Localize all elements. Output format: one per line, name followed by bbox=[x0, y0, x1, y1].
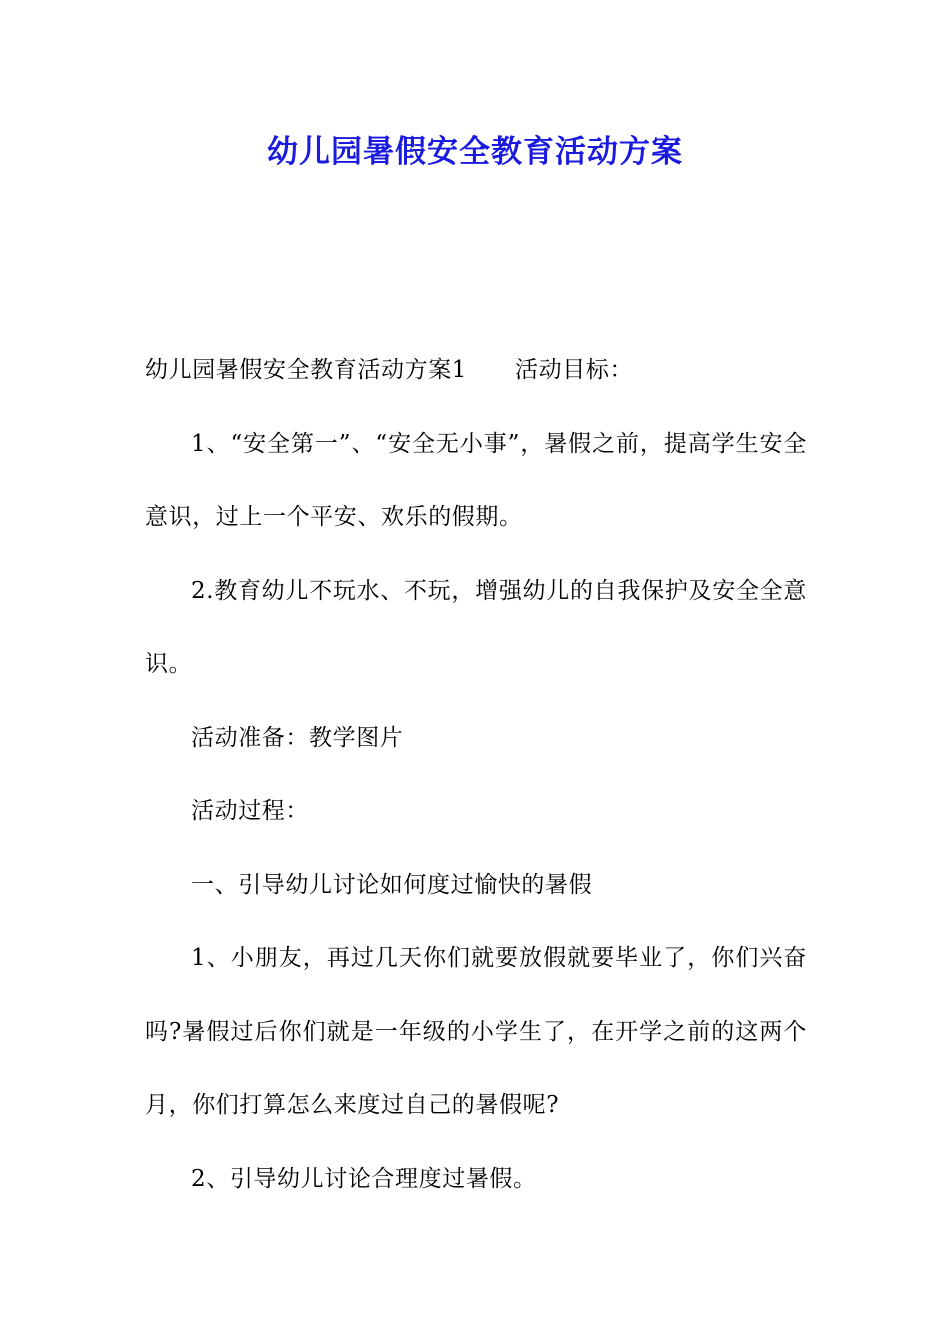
section-heading-line bbox=[145, 334, 807, 408]
plan-heading: 幼儿园暑假安全教育活动方案1 bbox=[145, 357, 468, 383]
document-body bbox=[145, 334, 807, 1216]
paragraph-objective-1: 1、“安全第一”、“安全无小事”，暑假之前，提高学生安全意识，过上一个平安、欢乐的假期。 bbox=[145, 430, 807, 530]
objectives-label: 活动目标： bbox=[515, 357, 634, 383]
paragraph-step-1: 1、小朋友，再过几天你们就要放假就要毕业了，你们兴奋吗?暑假过后你们就是一年级的小学生了，在开学之前的这两个月，你们打算怎么来度过自己的暑假呢? bbox=[145, 945, 807, 1118]
paragraph-objective-2: 2.教育幼儿不玩水、不玩，增强幼儿的自我保护及安全全意识。 bbox=[145, 577, 807, 677]
paragraph-step-heading: 一、引导幼儿讨论如何度过愉快的暑假 bbox=[191, 871, 593, 898]
document-title: 幼儿园暑假安全教育活动方案 bbox=[267, 134, 683, 170]
paragraph-process-label: 活动过程： bbox=[191, 798, 309, 824]
paragraph-step-2: 2、引导幼儿讨论合理度过暑假。 bbox=[191, 1165, 537, 1192]
paragraph-preparation: 活动准备：教学图片 bbox=[191, 724, 404, 751]
